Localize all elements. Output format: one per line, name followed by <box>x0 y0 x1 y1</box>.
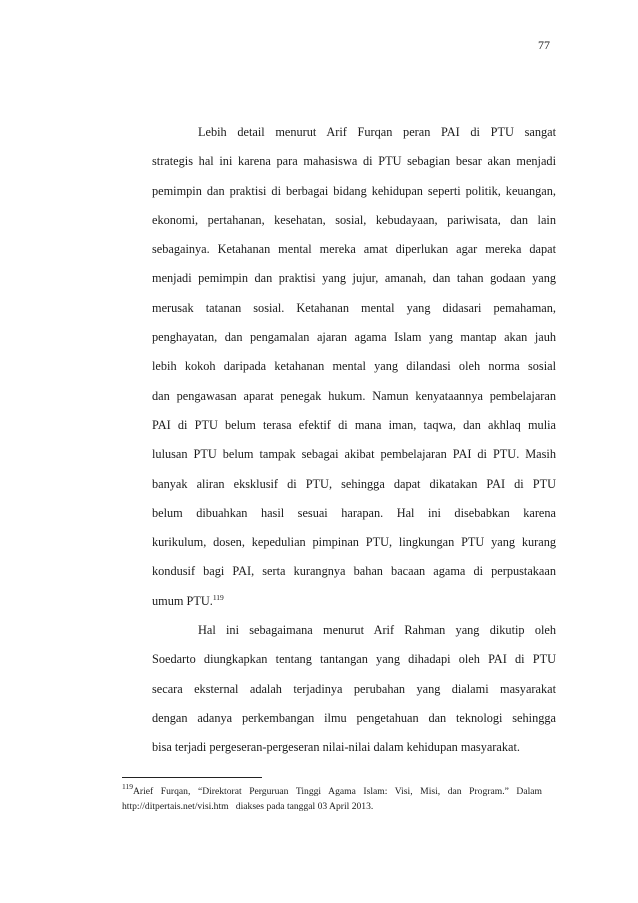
footnote-line <box>122 799 542 814</box>
text-line: secara eksternal adalah terjadinya perubahan yang dialami masyarakat <box>152 681 556 696</box>
text-line: sebagainya. Ketahanan mental mereka amat diperlukan agar mereka dapat <box>152 242 556 257</box>
body-text <box>152 118 556 763</box>
text-line: Lebih detail menurut Arif Furqan peran PAI di PTU sangat <box>198 125 556 139</box>
text-line: bisa terjadi pergeseran-pergeseran nilai-nilai dalam kehidupan masyarakat. <box>152 740 520 755</box>
page-number: 77 <box>538 38 550 52</box>
paragraph-1 <box>152 118 556 616</box>
text-line: merusak tatanan sosial. Ketahanan mental yang didasari pemahaman, <box>152 300 556 315</box>
text-line: lulusan PTU belum tampak sebagai akibat pembelajaran PAI di PTU. Masih <box>152 447 556 462</box>
footnote-url-link[interactable]: http://ditpertais.net/visi.htm <box>122 801 229 812</box>
text-line-last <box>152 587 556 616</box>
text-line: lebih kokoh daripada ketahanan mental yang dilandasi oleh norma sosial <box>152 359 556 374</box>
text-line: kondusif bagi PAI, serta kurangnya bahan bacaan agama di perpustakaan <box>152 564 556 579</box>
footnote-line <box>122 784 542 799</box>
paragraph-2 <box>152 616 556 762</box>
text-line: Hal ini sebagaimana menurut Arif Rahman yang dikutip oleh <box>198 623 556 638</box>
text-line: dan pengawasan aparat penegak hukum. Namun kenyataannya pembelajaran <box>152 388 556 403</box>
footnote-access-date: diakses pada tanggal 03 April 2013. <box>235 801 374 812</box>
text-line: ekonomi, pertahanan, kesehatan, sosial, kebudayaan, pariwisata, dan lain <box>152 212 556 227</box>
text-line: belum dibuahkan hasil sesuai harapan. Hal ini disebabkan karena <box>152 505 556 520</box>
text-line: PAI di PTU belum terasa efektif di mana iman, taqwa, dan akhlaq mulia <box>152 417 556 432</box>
text-line: menjadi pemimpin dan praktisi yang jujur, amanah, dan tahan godaan yang <box>152 271 556 286</box>
text-line: pemimpin dan praktisi di berbagai bidang kehidupan seperti politik, keuangan, <box>152 183 556 198</box>
footnote-text: Arief Furqan, “Direktorat Perguruan Tinggi Agama Islam: Visi, Misi, dan Program.” Dalam <box>132 786 542 797</box>
text-line: Soedarto diungkapkan tentang tantangan yang dihadapi oleh PAI di PTU <box>152 652 556 667</box>
footnote <box>122 784 542 814</box>
text-line: dengan adanya perkembangan ilmu pengetahuan dan teknologi sehingga <box>152 710 556 725</box>
text-line: penghayatan, dan pengamalan ajaran agama Islam yang mantap akan jauh <box>152 330 556 345</box>
footnote-divider <box>122 777 262 778</box>
footnote-number: 119 <box>122 782 133 791</box>
footnote-reference[interactable]: 119 <box>212 592 224 602</box>
text-line: strategis hal ini karena para mahasiswa di PTU sebagian besar akan menjadi <box>152 154 556 169</box>
text-line: umum PTU. <box>152 593 213 608</box>
text-line: kurikulum, dosen, kepedulian pimpinan PTU, lingkungan PTU yang kurang <box>152 535 556 550</box>
text-line: banyak aliran eksklusif di PTU, sehingga dapat dikatakan PAI di PTU <box>152 476 556 491</box>
